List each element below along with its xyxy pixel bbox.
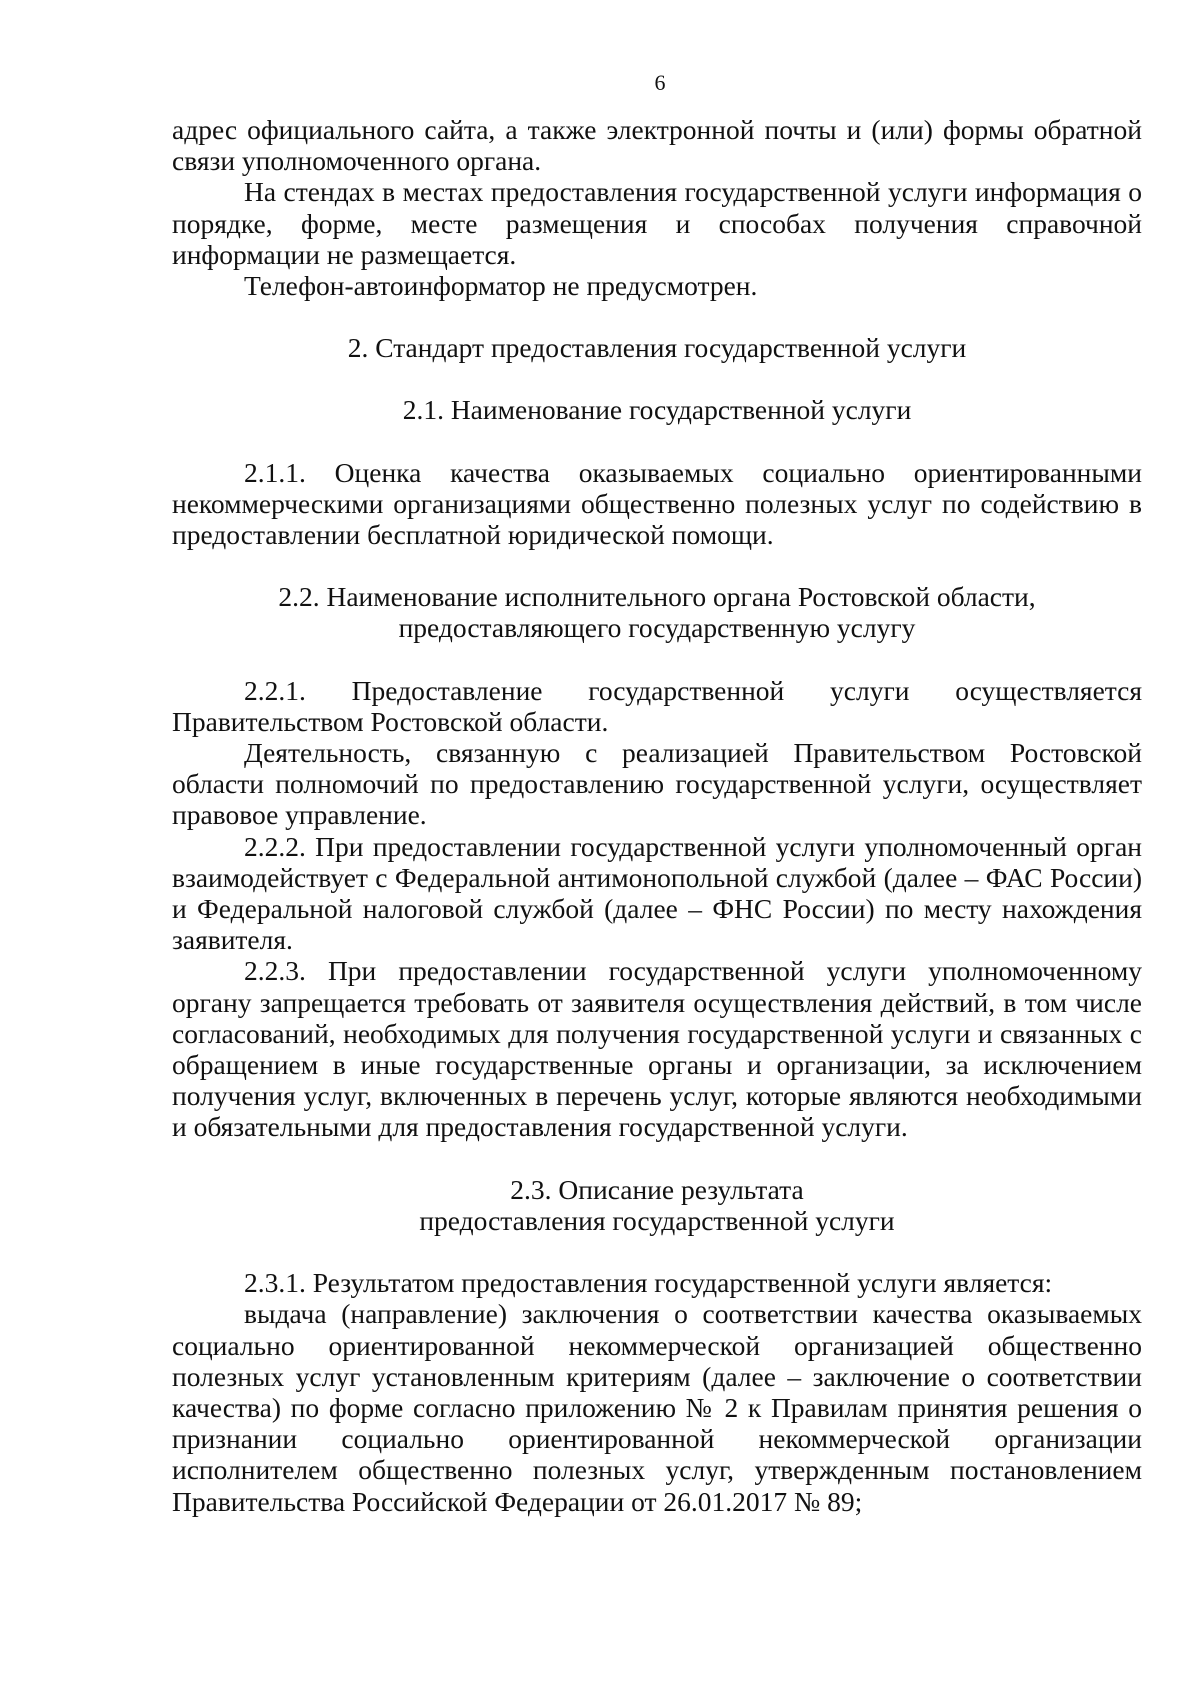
section-heading-2: 2. Стандарт предоставления государственной услуги	[347, 332, 967, 364]
heading-2-3-line-1: 2.3. Описание результата	[510, 1173, 804, 1205]
heading-2-2-line-2: предоставляющего государственную услугу	[398, 612, 916, 644]
page-number: 6	[654, 70, 666, 95]
paragraph-2-2-1-activity: Деятельность, связанную с реализацией Правительством Ростовской области полномочий по предоставлению государственной услуги, осуществляет правовое управление.	[172, 737, 1142, 831]
paragraph-2-1-1: 2.1.1. Оценка качества оказываемых социально ориентированными некоммерческими организациями общественно полезных услуг по содействию в предоставлении бесплатной юридической помощи.	[172, 456, 1142, 551]
paragraph-2-2-3: 2.2.3. При предоставлении государственной услуги уполномоченному органу запрещается требовать от заявителя осуществления действий, в том числе согласований, необходимых для получения государственной услуги и связанных с обращением в иные государственные органы и организации, за исключением получения услуг, включенных в перечень услуг, которые являются необходимыми и обязательными для предоставления государственной услуги.	[172, 955, 1142, 1143]
paragraph-2-2-1: 2.2.1. Предоставление государственной услуги осуществляется Правительством Ростовской области.	[172, 674, 1142, 737]
paragraph-autoinformer: Телефон-автоинформатор не предусмотрен.	[244, 270, 758, 302]
heading-2-3-line-2: предоставления государственной услуги	[419, 1204, 895, 1236]
heading-2-2-line-1: 2.2. Наименование исполнительного органа Ростовской области,	[278, 581, 1036, 613]
paragraph-2-2-2: 2.2.2. При предоставлении государственной услуги уполномоченный орган взаимодействует с Федеральной антимонопольной службой (далее – ФАС России) и Федеральной налоговой службой (далее – ФНС России) по месту нахождения заявителя.	[172, 830, 1142, 956]
paragraph-2-3-1-result: выдача (направление) заключения о соответствии качества оказываемых социально ориентированной некоммерческой организацией общественно полезных услуг установленным критериям (далее – заключение о соответствии качества) по форме согласно приложению № 2 к Правилам принятия решения о признании социально ориентированной некоммерческой организации исполнителем общественно полезных услуг, утвержденным постановлением Правительства Российской Федерации от 26.01.2017 № 89;	[172, 1298, 1142, 1517]
paragraph-2-3-1: 2.3.1. Результатом предоставления государственной услуги является:	[244, 1267, 1053, 1299]
paragraph-contact-info: адрес официального сайта, а также электронной почты и (или) формы обратной связи уполномоченного органа.	[172, 114, 1142, 177]
document-body	[172, 114, 1142, 1517]
section-heading-2-1: 2.1. Наименование государственной услуги	[402, 394, 912, 426]
section-heading-2-2	[172, 581, 1142, 643]
paragraph-stands-info: На стендах в местах предоставления государственной услуги информация о порядке, форме, месте размещения и способах получения справочной информации не размещается.	[172, 176, 1142, 270]
section-heading-2-3	[172, 1174, 1142, 1236]
